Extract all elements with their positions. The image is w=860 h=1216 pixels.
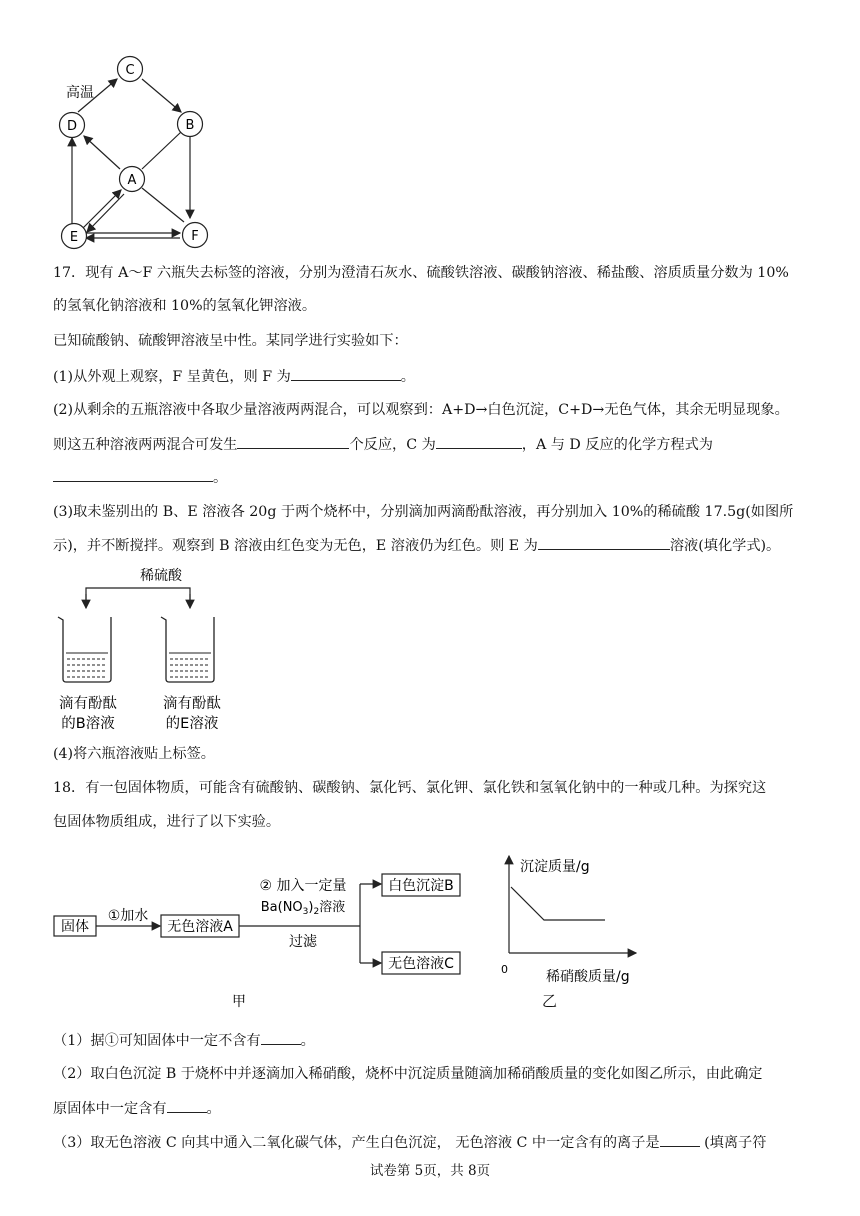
x-axis-label: 稀硝酸质量/g — [546, 969, 630, 985]
flow-diagram — [48, 848, 478, 1008]
q17-part-2-line-2: 则这五种溶液两两混合可发生 个反应，C 为 ，A 与 D 反应的化学方程式为 — [53, 434, 713, 455]
precipitate-mass-graph — [492, 850, 652, 985]
origin-label: 0 — [501, 963, 508, 976]
page-footer: 试卷第 5页，共 8页 — [369, 1163, 491, 1179]
beaker-e — [161, 617, 214, 682]
step-1-label: ①加水 — [107, 908, 149, 924]
q17-part-2-line-1: (2)从剩余的五瓶溶液中各取少量溶液两两混合，可以观察到：A+D→白色沉淀，C+D→无色气体，其余无明显现象。 — [53, 402, 789, 418]
y-axis-label: 沉淀质量/g — [520, 859, 590, 875]
answer-blank[interactable] — [660, 1132, 700, 1147]
q18-part-2-line-2: 原固体中一定含有 。 — [53, 1098, 221, 1119]
answer-blank[interactable] — [538, 535, 670, 550]
beaker-b — [58, 617, 111, 682]
node-f — [183, 223, 208, 248]
node-b — [178, 112, 203, 137]
dilute-sulfuric-acid-label: 稀硫酸 — [140, 568, 182, 584]
white-precipitate-b-label: 白色沉淀B — [388, 878, 454, 894]
answer-blank[interactable] — [167, 1098, 207, 1113]
q17-part-4: (4)将六瓶溶液贴上标签。 — [53, 746, 215, 762]
beaker-figure — [48, 564, 248, 734]
figure-jia-caption: 甲 — [232, 994, 246, 1008]
beaker-b-label-1: 滴有酚酞 — [59, 696, 117, 712]
beaker-b-label-2: 的B溶液 — [61, 716, 115, 732]
solid-label: 固体 — [61, 919, 89, 935]
beaker-e-label-2: 的E溶液 — [165, 716, 219, 732]
svg-text:E: E — [69, 230, 79, 245]
q17-part-1: (1)从外观上观察，F 呈黄色，则 F 为 。 — [53, 366, 415, 387]
svg-text:A: A — [127, 173, 137, 188]
step-2-label: ② 加入一定量 — [259, 878, 347, 894]
figure-yi-caption: 乙 — [542, 992, 558, 1010]
node-a — [120, 167, 145, 192]
solution-c-label: 无色溶液C — [388, 956, 454, 972]
answer-blank[interactable] — [291, 366, 401, 381]
solution-a-label: 无色溶液A — [167, 919, 233, 935]
high-temp-label: 高温 — [66, 85, 94, 101]
node-d — [60, 113, 85, 138]
q18-line-1: 18．有一包固体物质，可能含有硫酸钠、碳酸钠、氯化钙、氯化钾、氯化铁和氢氧化钠中的一种或几种。为探究这 — [53, 780, 767, 796]
step-2-reagent: $Ba(NO_3)_2$溶液 — [260, 900, 346, 917]
q18-line-2: 包固体物质组成，进行了以下实验。 — [53, 814, 281, 830]
q17-part-2-line-3: 。 — [53, 467, 227, 488]
q17-line-3: 已知硫酸钠、硫酸钾溶液呈中性。某同学进行实验如下： — [53, 333, 408, 349]
answer-blank[interactable] — [53, 467, 213, 482]
svg-text:D: D — [66, 119, 78, 134]
answer-blank[interactable] — [436, 434, 522, 449]
q17-line-2: 的氢氧化钠溶液和 10%的氢氧化钾溶液。 — [53, 298, 317, 314]
answer-blank[interactable] — [237, 434, 349, 449]
svg-text:C: C — [125, 63, 135, 78]
q18-part-1: （1）据①可知固体中一定不含有 。 — [53, 1030, 315, 1051]
svg-text:B: B — [185, 118, 195, 133]
node-e — [62, 224, 87, 249]
q17-part-3-line-2: 示)，并不断搅拌。观察到 B 溶液由红色变为无色，E 溶液仍为红色。则 E 为 溶液(填化学式)。 — [53, 535, 780, 556]
q17-line-1: 17．现有 A～F 六瓶失去标签的溶液，分别为澄清石灰水、硫酸铁溶液、碳酸钠溶液、稀盐酸、溶质质量分数为 10% — [53, 265, 789, 281]
q18-part-2-line-1: （2）取白色沉淀 B 于烧杯中并逐滴加入稀硝酸，烧杯中沉淀质量随滴加稀硝酸质量的变化如图乙所示，由此确定 — [53, 1066, 763, 1082]
filter-label: 过滤 — [289, 934, 317, 950]
svg-text:F: F — [191, 229, 199, 244]
q18-part-3: （3）取无色溶液 C 向其中通入二氧化碳气体，产生白色沉淀， 无色溶液 C 中一定含有的离子是 (填离子符 — [53, 1132, 766, 1153]
precipitate-curve — [511, 887, 605, 920]
answer-blank[interactable] — [261, 1030, 301, 1045]
q17-part-3-line-1: (3)取未鉴别出的 B、E 溶液各 20g 于两个烧杯中，分别滴加两滴酚酞溶液，再分别加入 10%的稀硫酸 17.5g(如图所 — [53, 504, 794, 520]
beaker-e-label-1: 滴有酚酞 — [163, 696, 221, 712]
node-c — [118, 57, 143, 82]
reaction-relation-diagram — [50, 52, 230, 252]
